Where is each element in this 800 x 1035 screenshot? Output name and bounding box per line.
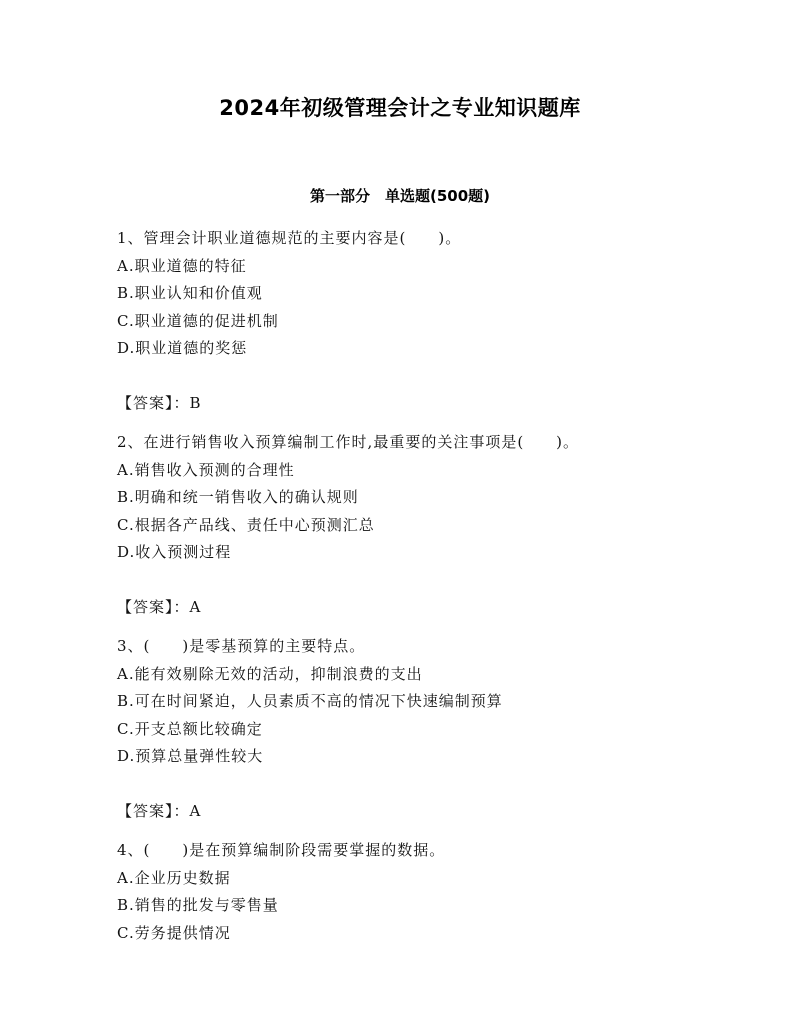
question-stem: 1、管理会计职业道德规范的主要内容是( )。	[117, 229, 462, 247]
option-d: D.收入预测过程	[117, 543, 232, 561]
option-c: C.劳务提供情况	[117, 923, 231, 942]
option-d: D.预算总量弹性较大	[117, 747, 264, 765]
option-c: C.职业道德的促进机制	[117, 311, 279, 330]
option-a: A.销售收入预测的合理性	[117, 460, 295, 479]
answer-line	[117, 798, 757, 826]
question-list	[117, 225, 757, 947]
answer-label: 【答案】：	[117, 801, 190, 820]
question-1	[117, 225, 757, 417]
option-c: C.根据各产品线、责任中心预测汇总	[117, 515, 375, 534]
answer-value: B	[189, 393, 202, 412]
option-c: C.开支总额比较确定	[117, 719, 263, 738]
answer-value: A	[189, 597, 202, 616]
answer-label: 【答案】：	[117, 393, 190, 412]
question-stem: 4、( )是在预算编制阶段需要掌握的数据。	[117, 841, 446, 859]
option-b: B.销售的批发与零售量	[117, 896, 279, 914]
question-3	[117, 633, 757, 825]
document-title: 2024年初级管理会计之专业知识题库	[219, 96, 581, 120]
option-b: B.职业认知和价值观	[117, 284, 263, 302]
option-a: A.能有效剔除无效的活动，抑制浪费的支出	[117, 664, 423, 683]
answer-line	[117, 594, 757, 622]
question-4	[117, 837, 757, 947]
option-b: B.可在时间紧迫，人员素质不高的情况下快速编制预算	[117, 692, 503, 710]
answer-line	[117, 390, 757, 418]
question-2	[117, 429, 757, 621]
section-title: 第一部分 单选题(500题)	[309, 187, 491, 205]
option-d: D.职业道德的奖惩	[117, 339, 248, 357]
option-a: A.企业历史数据	[117, 868, 231, 887]
answer-value: A	[189, 801, 202, 820]
question-stem: 3、( )是零基预算的主要特点。	[117, 637, 366, 655]
question-stem: 2、在进行销售收入预算编制工作时,最重要的关注事项是( )。	[117, 433, 580, 451]
option-a: A.职业道德的特征	[117, 256, 247, 275]
answer-label: 【答案】：	[117, 597, 190, 616]
option-b: B.明确和统一销售收入的确认规则	[117, 488, 359, 506]
